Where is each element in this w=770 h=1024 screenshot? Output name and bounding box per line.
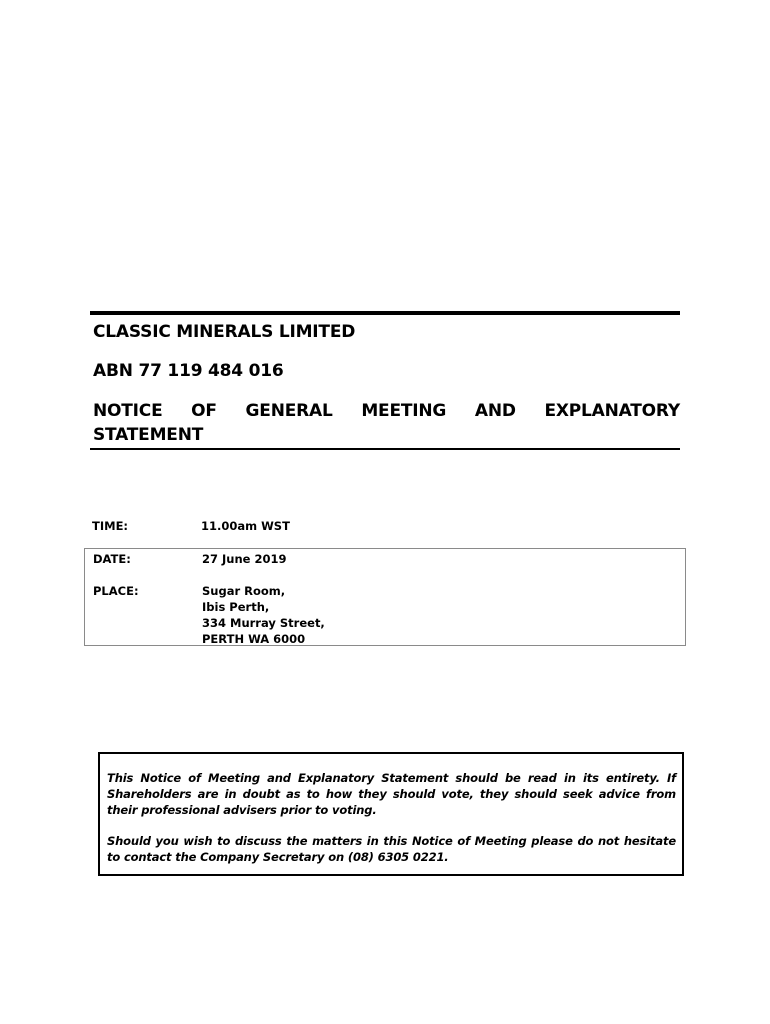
company-name: CLASSIC MINERALS LIMITED	[93, 322, 356, 342]
place-address	[202, 583, 502, 647]
place-line: Sugar Room,	[202, 584, 286, 598]
date-value: 27 June 2019	[202, 552, 287, 566]
advice-notice-box	[98, 752, 684, 876]
time-label: TIME:	[92, 519, 129, 533]
notice-title: NOTICE OF GENERAL MEETING AND EXPLANATORY STATEMENT	[93, 401, 680, 445]
advice-paragraph: This Notice of Meeting and Explanatory Statement should be read in its entirety. If Shareholders are in doubt as to how they should vote, they should seek advice from their professional advisers prior to voting.	[107, 771, 676, 817]
place-line: 334 Murray Street,	[202, 616, 325, 630]
document-header	[90, 311, 680, 450]
place-line: Ibis Perth,	[202, 600, 270, 614]
place-label: PLACE:	[93, 584, 139, 598]
place-line: PERTH WA 6000	[202, 632, 306, 646]
meeting-details-box	[84, 548, 686, 646]
time-value: 11.00am WST	[201, 519, 290, 533]
company-abn: ABN 77 119 484 016	[93, 361, 284, 381]
contact-paragraph: Should you wish to discuss the matters in this Notice of Meeting please do not hesitate to contact the Company Secretary on (08) 6305 0221.	[107, 834, 676, 864]
date-label: DATE:	[93, 552, 131, 566]
